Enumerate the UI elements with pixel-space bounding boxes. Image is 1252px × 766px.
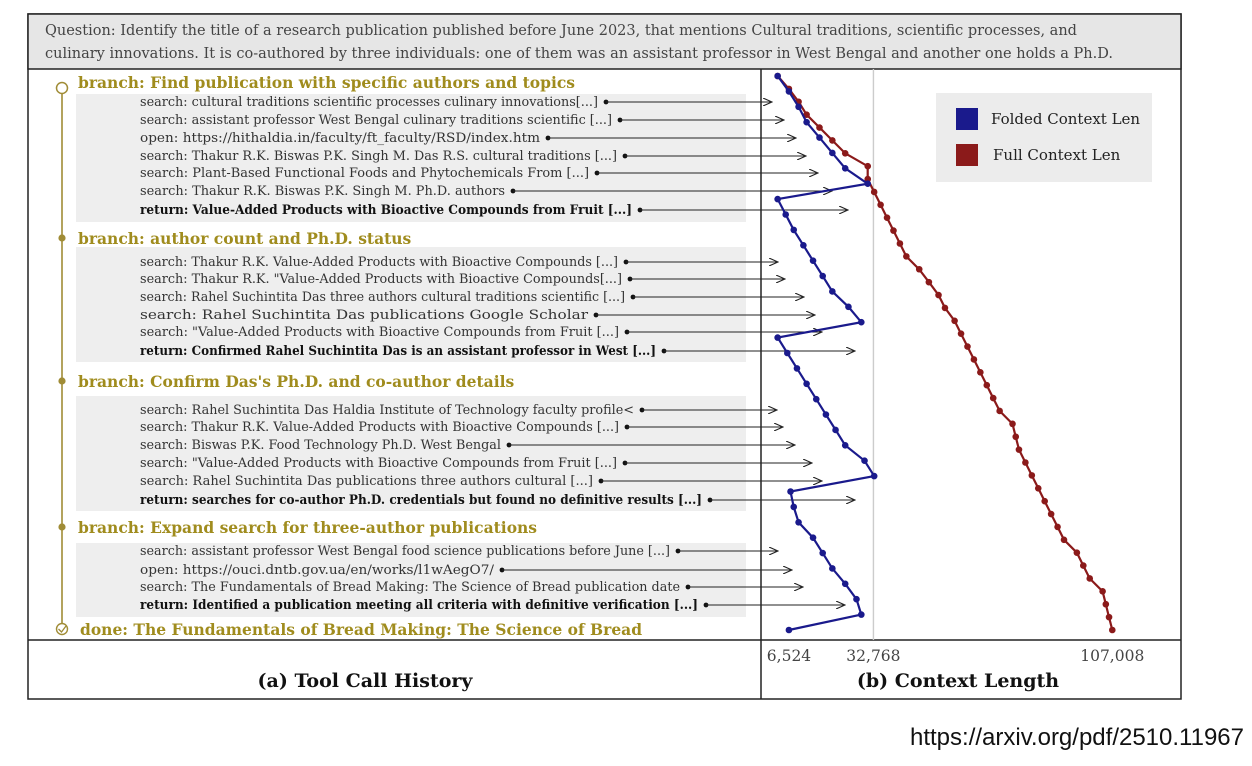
point-full: [1103, 601, 1110, 608]
point-folded: [823, 411, 830, 418]
point-folded: [819, 273, 826, 280]
branch-label: branch: Find publication with specific authors and topics: [78, 73, 576, 92]
branch-label: branch: Expand search for three-author publications: [78, 518, 538, 537]
question-line-1: Question: Identify the title of a research publication published before June 2023, that mentions Cultural traditions, scientific processes, and: [45, 23, 1077, 39]
tool-call: search: assistant professor West Bengal food science publications before June [...]: [140, 544, 670, 559]
tool-call: search: cultural traditions scientific processes culinary innovations[...]: [140, 95, 598, 110]
point-folded: [810, 534, 817, 541]
point-folded: [832, 427, 839, 434]
tool-call: search: The Fundamentals of Bread Making: The Science of Bread publication date: [140, 580, 680, 595]
point-full: [942, 305, 949, 312]
legend-swatch-folded: [956, 108, 978, 130]
point-full: [958, 330, 965, 337]
point-full: [990, 395, 997, 402]
return-call: return: Value-Added Products with Bioactive Compounds from Fruit [...]: [140, 202, 632, 217]
return-call: return: Identified a publication meeting all criteria with definitive verification [...]: [140, 597, 698, 612]
point-folded: [782, 211, 789, 218]
legend-label-full: Full Context Len: [993, 146, 1121, 164]
legend-box: [936, 93, 1152, 182]
point-full: [1048, 511, 1055, 518]
point-folded: [829, 288, 836, 295]
point-folded: [803, 380, 810, 387]
legend-label-folded: Folded Context Len: [991, 110, 1141, 128]
point-full: [983, 382, 990, 389]
point-folded: [842, 581, 849, 588]
point-full: [926, 279, 933, 286]
point-full: [971, 356, 978, 363]
point-full: [1035, 485, 1042, 492]
point-full: [1099, 588, 1106, 595]
tool-call: search: Rahel Suchintita Das publications Google Scholar: [140, 308, 590, 323]
point-folded: [858, 611, 865, 618]
tool-call: search: Rahel Suchintita Das publications three authors cultural [...]: [140, 474, 593, 489]
point-folded: [819, 550, 826, 557]
tool-call: search: Thakur R.K. Biswas P.K. Singh M. Das R.S. cultural traditions [...]: [140, 149, 617, 164]
point-folded: [861, 457, 868, 464]
point-folded: [795, 103, 802, 110]
point-folded: [871, 473, 878, 480]
point-full: [1054, 524, 1061, 531]
point-folded: [810, 257, 817, 264]
x-tick-label: 107,008: [1080, 647, 1145, 665]
point-full: [964, 343, 971, 350]
return-call: return: Confirmed Rahel Suchintita Das is an assistant professor in West [...]: [140, 343, 656, 358]
point-full: [1022, 459, 1029, 466]
point-full: [1080, 562, 1087, 569]
point-folded: [795, 519, 802, 526]
caption-tool-call-history: (a) Tool Call History: [257, 670, 473, 692]
point-full: [871, 189, 878, 196]
point-folded: [786, 88, 793, 95]
point-full: [816, 124, 823, 131]
tool-call: search: assistant professor West Bengal culinary traditions scientific [...]: [140, 113, 612, 128]
tool-call: search: "Value-Added Products with Bioactive Compounds from Fruit [...]: [140, 325, 619, 340]
start-node-icon: [57, 83, 68, 94]
point-full: [1074, 549, 1081, 556]
tool-call: search: Thakur R.K. Value-Added Products with Bioactive Compounds [...]: [140, 420, 619, 435]
point-folded: [784, 350, 791, 357]
point-folded: [864, 180, 871, 187]
point-full: [1016, 446, 1023, 453]
return-call: return: searches for co-author Ph.D. credentials but found no definitive results [...]: [140, 492, 702, 507]
tool-call: open: https://ouci.dntb.gov.ua/en/works/l1wAegO7/: [140, 563, 495, 578]
tool-call: open: https://hithaldia.in/faculty/ft_faculty/RSD/index.htm: [140, 131, 540, 146]
point-full: [1109, 627, 1116, 634]
done-label: done: The Fundamentals of Bread Making: The Science of Bread: [80, 620, 643, 639]
point-folded: [842, 442, 849, 449]
source-url[interactable]: https://arxiv.org/pdf/2510.11967: [910, 724, 1244, 751]
point-folded: [858, 319, 865, 326]
tool-call: search: Rahel Suchintita Das three authors cultural traditions scientific [...]: [140, 290, 625, 305]
done-node-icon: [57, 624, 68, 635]
point-full: [935, 292, 942, 299]
chart-legend: [936, 93, 1152, 182]
branch-label: branch: Confirm Das's Ph.D. and co-author details: [78, 372, 515, 391]
point-full: [890, 227, 897, 234]
branch-label: branch: author count and Ph.D. status: [78, 229, 412, 248]
point-folded: [787, 488, 794, 495]
point-full: [1106, 614, 1113, 621]
point-full: [842, 150, 849, 157]
point-full: [916, 266, 923, 273]
point-full: [877, 202, 884, 209]
point-full: [829, 137, 836, 144]
point-folded: [790, 504, 797, 511]
point-full: [996, 408, 1003, 415]
point-folded: [816, 134, 823, 141]
question-line-2: culinary innovations. It is co-authored by three individuals: one of them was an assistant professor in West Bengal and another one holds a Ph.D.: [45, 46, 1113, 62]
tool-call: search: "Value-Added Products with Bioactive Compounds from Fruit [...]: [140, 456, 617, 471]
point-full: [903, 253, 910, 260]
tool-call: search: Thakur R.K. "Value-Added Products with Bioactive Compounds[...]: [140, 272, 622, 287]
point-folded: [803, 119, 810, 126]
x-tick-label: 6,524: [766, 647, 812, 665]
x-tick-label: 32,768: [846, 647, 901, 665]
point-folded: [786, 627, 793, 634]
point-folded: [774, 334, 781, 341]
legend-swatch-full: [956, 144, 978, 166]
tool-call: search: Rahel Suchintita Das Haldia Institute of Technology faculty profile<: [140, 403, 634, 418]
point-folded: [790, 227, 797, 234]
point-folded: [774, 73, 781, 80]
point-folded: [845, 304, 852, 311]
point-folded: [774, 196, 781, 203]
point-folded: [842, 165, 849, 172]
caption-context-length: (b) Context Length: [856, 670, 1060, 692]
point-full: [1009, 421, 1016, 428]
point-folded: [853, 596, 860, 603]
tool-call: search: Thakur R.K. Biswas P.K. Singh M. Ph.D. authors: [140, 184, 505, 199]
point-full: [897, 240, 904, 247]
point-folded: [813, 396, 820, 403]
point-folded: [800, 242, 807, 249]
point-full: [1061, 537, 1068, 544]
branch-node-icon: [58, 523, 65, 530]
tool-call: search: Plant-Based Functional Foods and Phytochemicals From [...]: [140, 166, 589, 181]
tool-call: search: Thakur R.K. Value-Added Products with Bioactive Compounds [...]: [140, 255, 618, 270]
point-full: [1029, 472, 1036, 479]
point-full: [951, 317, 958, 324]
point-folded: [829, 150, 836, 157]
branch-node-icon: [58, 234, 65, 241]
point-full: [977, 369, 984, 376]
point-full: [1086, 575, 1093, 582]
point-full: [864, 163, 871, 170]
point-full: [884, 214, 891, 221]
point-folded: [829, 565, 836, 572]
point-full: [1041, 498, 1048, 505]
point-folded: [794, 365, 801, 372]
point-full: [1012, 433, 1019, 440]
tool-call: search: Biswas P.K. Food Technology Ph.D. West Bengal: [140, 438, 501, 453]
branch-node-icon: [58, 377, 65, 384]
tool-call-tree: [57, 73, 856, 639]
